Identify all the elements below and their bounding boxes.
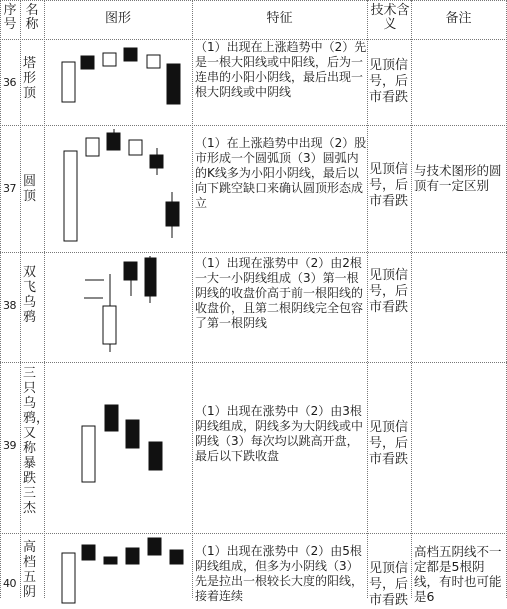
- header-name: 名称: [25, 3, 39, 32]
- header-note: 备注: [445, 11, 472, 26]
- row-note: 与技术图形的圆顶有一定区别: [414, 163, 502, 193]
- row-meaning: 见顶信号，后市看跌: [369, 268, 409, 315]
- row-seq: 39: [3, 439, 16, 452]
- row-feature: （1）出现在涨势中（2）由5根阴线组成，但多为小阴线（3）先是拉出一根较长大度的阳线，接着连续: [195, 544, 364, 603]
- row-name: 高档五阴: [23, 540, 37, 600]
- row-seq: 37: [3, 182, 16, 195]
- row-feature: （1）出现在上涨趋势中（2）先是一根大阳线或中阳线，后为一连串的小阳小阴线，最后出现一根大阴线或中阴线: [195, 40, 367, 99]
- round-top-candlestick-icon: [64, 129, 179, 241]
- header-feature: 特征: [266, 11, 293, 26]
- two-crows-candlestick-icon: [84, 256, 156, 352]
- header-meaning: 技术含义: [370, 3, 410, 32]
- high-five-yin-candlestick-icon: [62, 538, 183, 603]
- row-feature: （1）出现在涨势中（2）由3根阴线组成，阴线多为大阴线或中阴线（3）每次均以跳高开盘，最后以下跌收盘: [195, 404, 364, 463]
- row-note: 高档五阴线不一定都是5根阴线，有时也可能是6: [414, 544, 502, 604]
- row-name: 塔形顶: [23, 56, 37, 101]
- row-meaning: 见顶信号，后市看跌: [369, 58, 409, 105]
- row-feature: （1）在上涨趋势中出现（2）股市形成一个圆弧顶（3）圆弧内的K线多为小阳小阴线，最后以向下跳空缺口来确认圆顶形态成立: [195, 136, 367, 210]
- row-name: 三只乌鸦，又称暴跌三杰: [23, 366, 50, 516]
- row-meaning: 见顶信号，后市看跌: [369, 420, 409, 467]
- three-crows-candlestick-icon: [82, 405, 162, 482]
- row-name: 圆顶: [23, 174, 37, 204]
- header-seq: 序号: [3, 3, 17, 32]
- row-feature: （1）出现在涨势中（2）由2根一大一小阴线组成（3）第一根阴线的收盘价高于前一根阳线的收盘价，且第二根阴线完全包容了第一根阴线: [195, 256, 364, 330]
- row-seq: 40: [3, 577, 16, 590]
- tower-top-candlestick-icon: [62, 48, 180, 104]
- row-meaning: 见顶信号，后市看跌: [369, 162, 409, 209]
- row-name: 双飞乌鸦: [23, 265, 37, 325]
- row-seq: 36: [3, 76, 16, 89]
- row-seq: 38: [3, 299, 16, 312]
- header-figure: 图形: [104, 11, 131, 26]
- row-meaning: 见顶信号，后市看跌: [369, 561, 409, 608]
